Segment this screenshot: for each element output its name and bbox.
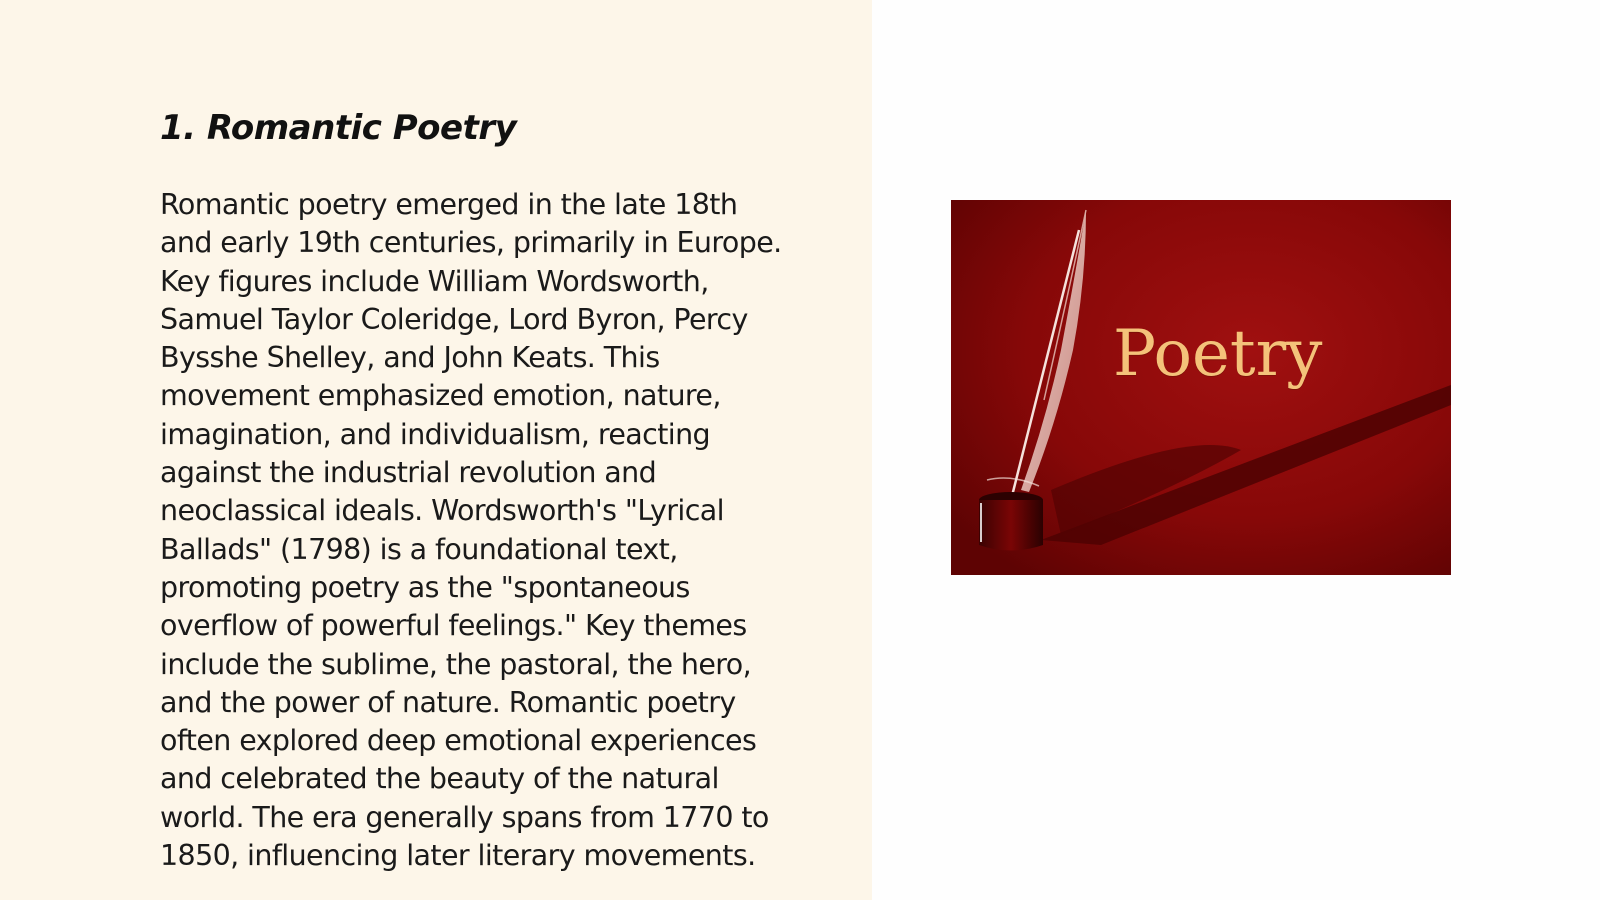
body-line: Ballads" (1798) is a foundational text,	[160, 532, 678, 566]
body-line: 1850, influencing later literary movements.	[160, 839, 756, 873]
body-line: overflow of powerful feelings." Key themes	[160, 609, 747, 643]
slide-heading: 1. Romantic Poetry	[160, 108, 517, 148]
body-line: often explored deep emotional experiences	[160, 724, 757, 758]
body-line: include the sublime, the pastoral, the hero,	[160, 647, 752, 681]
body-line: world. The era generally spans from 1770 to	[160, 800, 769, 834]
body-line: Key figures include William Wordsworth,	[160, 264, 709, 298]
image-word-poetry: Poetry	[1113, 317, 1323, 391]
body-line: against the industrial revolution and	[160, 456, 657, 490]
poetry-image	[951, 200, 1451, 575]
body-line: and the power of nature. Romantic poetry	[160, 685, 736, 719]
slide-body-text	[160, 186, 860, 875]
body-line: and early 19th centuries, primarily in Europe.	[160, 226, 782, 260]
body-line: Samuel Taylor Coleridge, Lord Byron, Percy	[160, 302, 748, 336]
body-line: Bysshe Shelley, and John Keats. This	[160, 341, 660, 375]
body-line: imagination, and individualism, reacting	[160, 417, 711, 451]
body-line: and celebrated the beauty of the natural	[160, 762, 719, 796]
body-line: promoting poetry as the "spontaneous	[160, 570, 690, 604]
body-line: movement emphasized emotion, nature,	[160, 379, 721, 413]
body-line: neoclassical ideals. Wordsworth's "Lyrical	[160, 494, 724, 528]
body-line: Romantic poetry emerged in the late 18th	[160, 188, 738, 221]
